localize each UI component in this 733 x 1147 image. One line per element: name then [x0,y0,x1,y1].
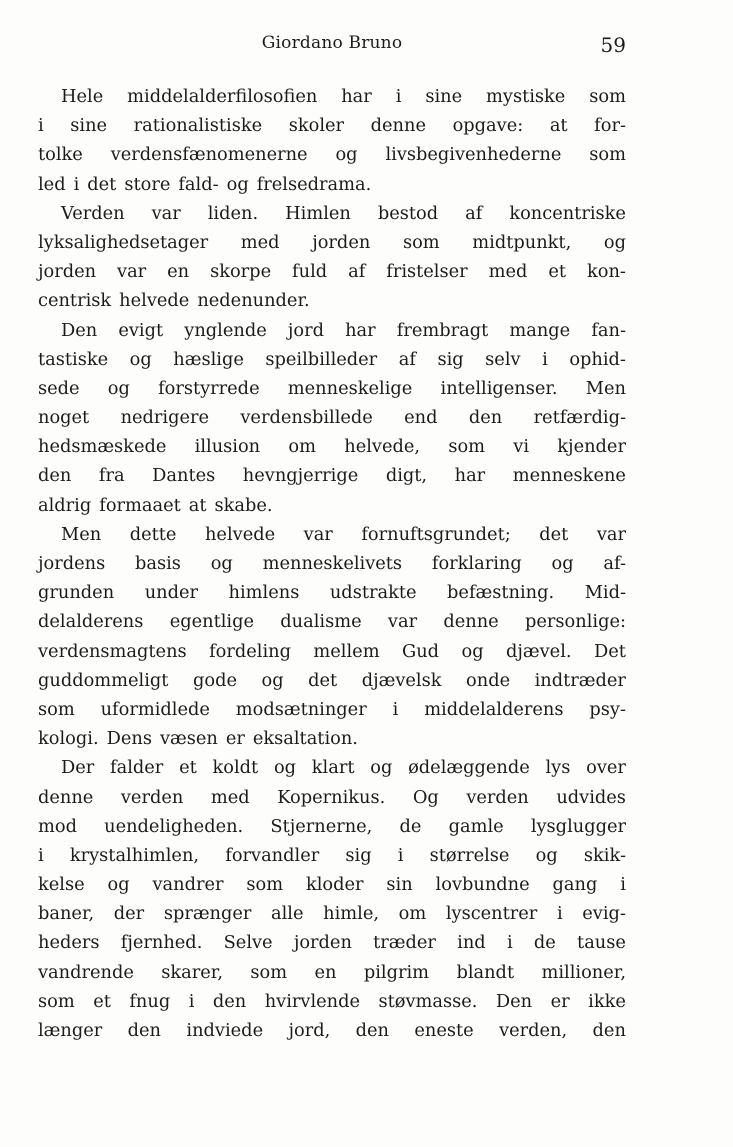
text-line: delalderens egentlige dualisme var denne personlige: [38,611,626,633]
text-line: jordens basis og menneskelivets forklaring og af- [38,553,626,574]
body-text [38,82,626,1045]
text-line: i sine rationalistiske skoler denne opgave: at for- [38,115,626,137]
text-line: hedsmæskede illusion om helvede, som vi kjender [38,436,626,458]
text-line: Verden var liden. Himlen bestod af koncentriske [61,202,626,224]
text-line: i krystalhimlen, forvandler sig i størrelse og skik- [38,844,626,866]
page-number: 59 [600,33,626,57]
text-line: som et fnug i den hvirvlende støvmasse. Den er ikke [38,990,626,1012]
text-line: sede og forstyrrede menneskelige intelligenser. Men [38,377,626,399]
text-line: tolke verdensfænomenerne og livsbegivenhederne som [38,144,626,166]
text-line: aldrig formaaet at skabe. [38,494,273,516]
text-line: led i det store fald- og frelsedrama. [38,173,372,195]
text-line: denne verden med Kopernikus. Og verden udvides [38,786,626,808]
text-line: som uformidlede modsætninger i middelalderens psy- [38,698,626,720]
text-line: længer den indviede jord, den eneste verden, den [38,1020,626,1041]
page-header [38,33,626,57]
text-line: Der falder et koldt og klart og ødelæggende lys over [61,757,626,779]
text-line: jorden var en skorpe fuld af fristelser med et kon- [38,261,626,283]
text-line: kologi. Dens væsen er eksaltation. [38,728,358,750]
text-line: den fra Dantes hevngjerrige digt, har menneskene [38,465,626,487]
text-line: mod uendeligheden. Stjernerne, de gamle lysglugger [38,815,626,837]
text-line: guddommeligt gode og det djævelsk onde indtræder [38,669,626,691]
text-line: kelse og vandrer som kloder sin lovbundne gang i [38,874,626,896]
text-line: Men dette helvede var fornuftsgrundet; det var [61,523,626,545]
text-line: Hele middelalderfilosofien har i sine mystiske som [61,86,626,107]
text-line: noget nedrigere verdensbillede end den retfærdig- [38,407,626,429]
text-line: baner, der sprænger alle himle, om lyscentrer i evig- [38,903,626,925]
text-line: lyksalighedsetager med jorden som midtpunkt, og [38,231,626,253]
text-line: grunden under himlens udstrakte befæstning. Mid- [38,582,626,604]
text-line: heders fjernhed. Selve jorden træder ind i de tause [38,932,626,954]
text-line: centrisk helvede nedenunder. [38,290,310,312]
text-line: verdensmagtens fordeling mellem Gud og djævel. Det [38,640,626,662]
running-title: Giordano Bruno [261,33,403,53]
text-line: Den evigt ynglende jord har frembragt mange fan- [61,319,626,341]
text-line: tastiske og hæslige speilbilleder af sig selv i ophid- [38,348,626,370]
text-line: vandrende skarer, som en pilgrim blandt millioner, [38,961,626,983]
